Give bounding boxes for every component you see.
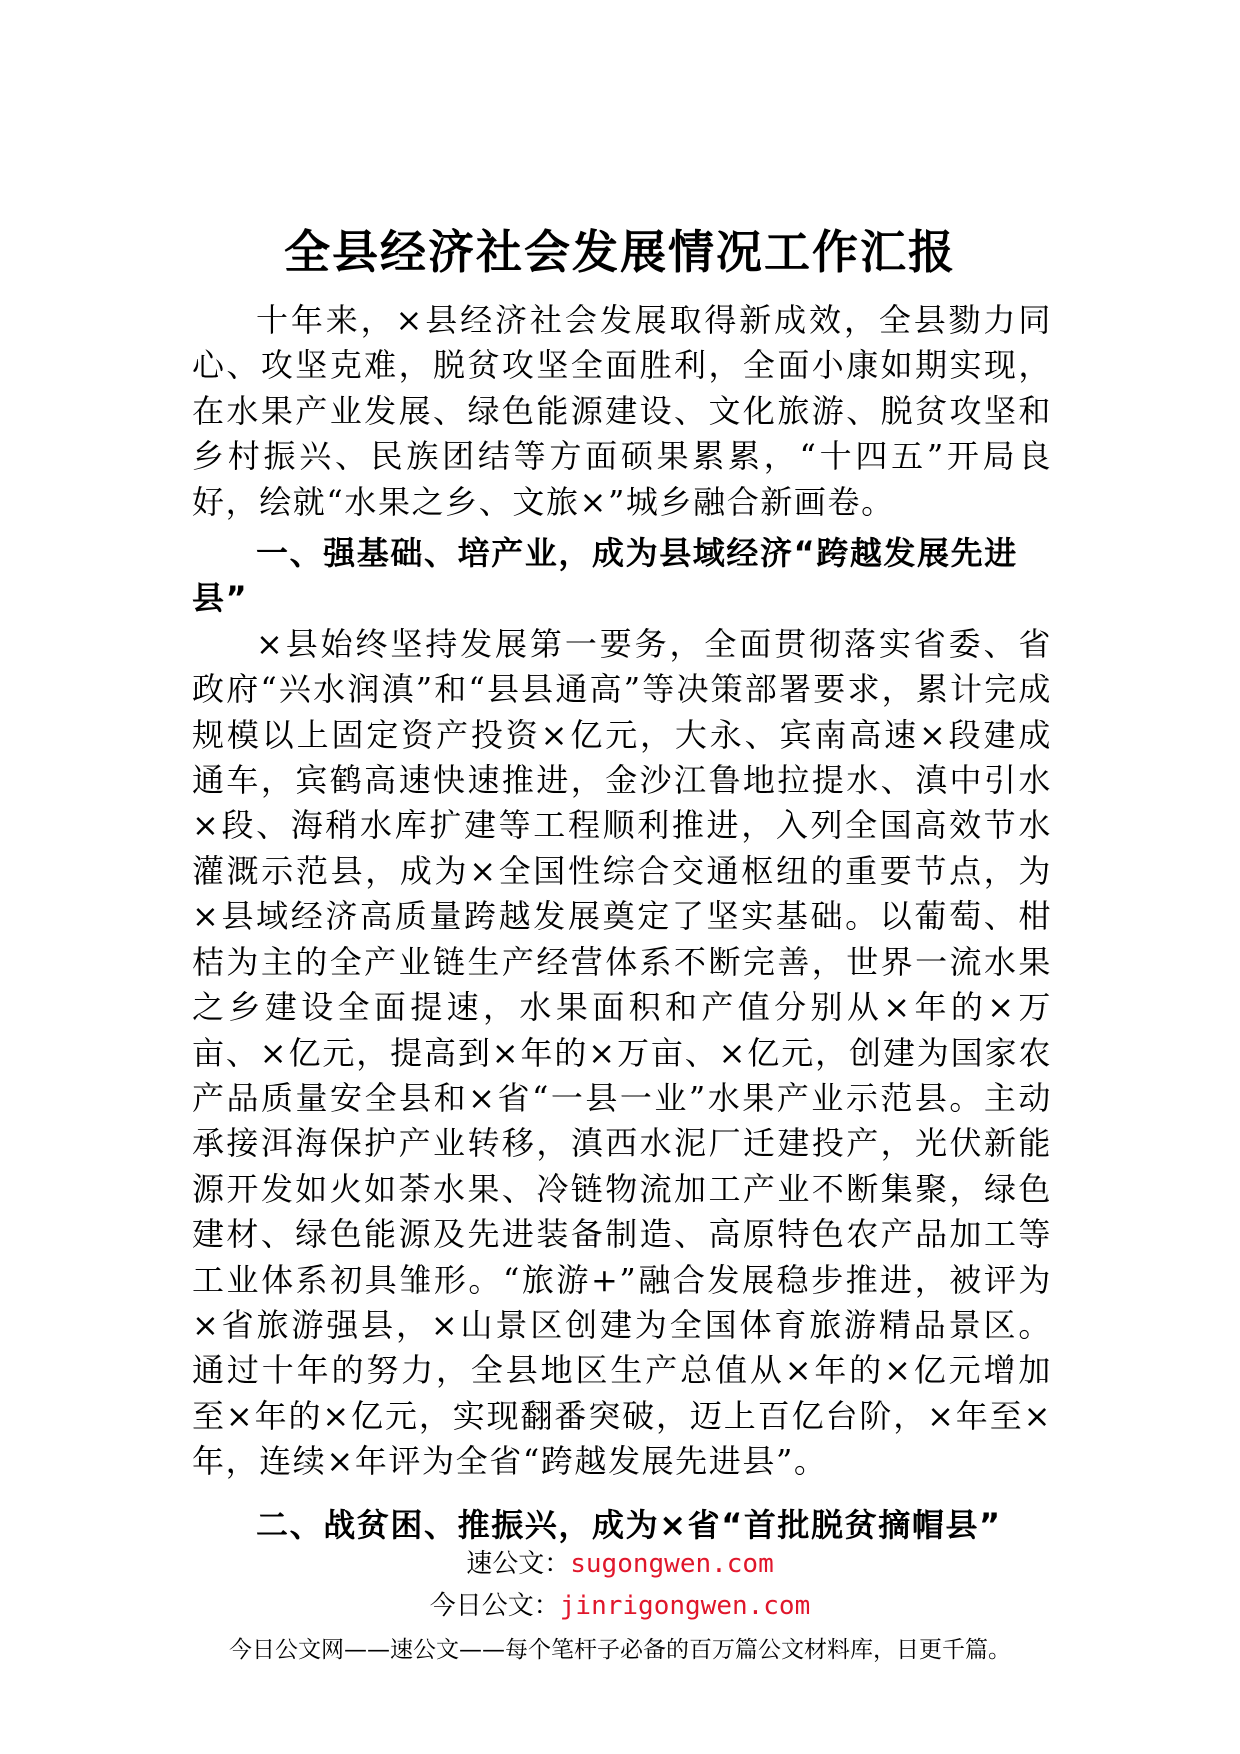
footer-jinrigongwen-link[interactable]: jinrigongwen.com xyxy=(559,1591,811,1621)
section-1-paragraph: ×县始终坚持发展第一要务，全面贯彻落实省委、省政府“兴水润滇”和“县县通高”等决策部署要求，累计完成规模以上固定资产投资×亿元，大永、宾南高速×段建成通车，宾鹤高速快速推进，金沙江鲁地拉提水、滇中引水×段、海稍水库扩建等工程顺利推进，入列全国高效节水灌溉示范县，成为×全国性综合交通枢纽的重要节点，为×县域经济高质量跨越发展奠定了坚实基础。以葡萄、柑桔为主的全产业链生产经营体系不断完善，世界一流水果之乡建设全面提速，水果面积和产值分别从×年的×万亩、×亿元，提高到×年的×万亩、×亿元，创建为国家农产品质量安全县和×省“一县一业”水果产业示范县。主动承接洱海保护产业转移，滇西水泥厂迁建投产，光伏新能源开发如火如荼水果、冷链物流加工产业不断集聚，绿色建材、绿色能源及先进装备制造、高原特色农产品加工等工业体系初具雏形。“旅游+”融合发展稳步推进，被评为×省旅游强县，×山景区创建为全国体育旅游精品景区。通过十年的努力，全县地区生产总值从×年的×亿元增加至×年的×亿元，实现翻番突破，迈上百亿台阶，×年至×年，连续×年评为全省“跨越发展先进县”。 xyxy=(192,624,1052,1481)
footer-sugongwen xyxy=(0,1546,1240,1582)
document-title: 全县经济社会发展情况工作汇报 xyxy=(284,225,956,279)
section-1-heading: 一、强基础、培产业，成为县域经济“跨越发展先进县” xyxy=(192,534,1018,618)
footer-sugongwen-link[interactable]: sugongwen.com xyxy=(570,1549,774,1579)
footer-jinrigongwen xyxy=(0,1588,1240,1624)
document-body xyxy=(192,298,1052,1548)
intro-paragraph: 十年来，×县经济社会发展取得新成效，全县勠力同心、攻坚克难，脱贫攻坚全面胜利，全面小康如期实现，在水果产业发展、绿色能源建设、文化旅游、脱贫攻坚和乡村振兴、民族团结等方面硕果累累，“十四五”开局良好，绘就“水果之乡、文旅×”城乡融合新画卷。 xyxy=(192,301,1052,521)
footer-sugongwen-label: 速公文： xyxy=(466,1549,571,1579)
footer-jinrigongwen-label: 今日公文： xyxy=(429,1591,560,1621)
footer-tagline: 今日公文网——速公文——每个笔杆子必备的百万篇公文材料库，日更千篇。 xyxy=(229,1637,1011,1663)
section-2-heading: 二、战贫困、推振兴，成为×省“首批脱贫摘帽县” xyxy=(256,1505,1002,1544)
